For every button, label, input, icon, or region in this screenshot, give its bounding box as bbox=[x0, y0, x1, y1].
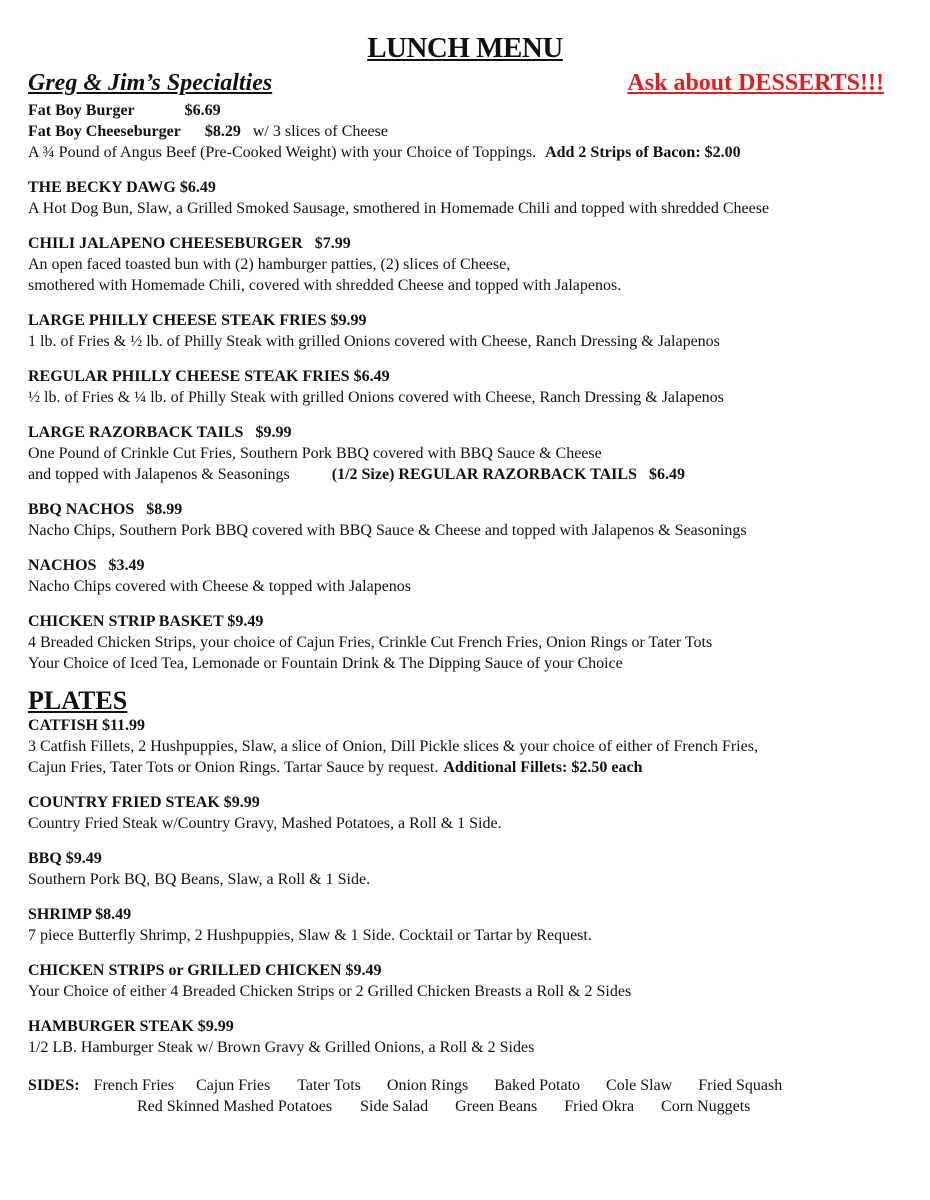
item-title: BBQ NACHOS $8.99 bbox=[28, 501, 183, 518]
side-item: Baked Potato bbox=[494, 1077, 581, 1094]
item-description: An open faced toasted bun with (2) hamburger patties, (2) slices of Cheese, bbox=[28, 256, 511, 273]
side-item: Side Salad bbox=[360, 1098, 429, 1115]
item-name: Fat Boy Burger bbox=[28, 102, 135, 119]
item-description: One Pound of Crinkle Cut Fries, Southern Pork BBQ covered with BBQ Sauce & Cheese bbox=[28, 445, 602, 462]
item-description: 4 Breaded Chicken Strips, your choice of Cajun Fries, Crinkle Cut French Fries, Onion Rings or Tater Tots bbox=[28, 634, 713, 651]
menu-item-chicken-strips-grilled bbox=[28, 960, 908, 1002]
side-item: Corn Nuggets bbox=[661, 1098, 751, 1115]
item-addon: Additional Fillets: $2.50 each bbox=[443, 759, 643, 776]
item-title: HAMBURGER STEAK $9.99 bbox=[28, 1018, 234, 1035]
desserts-note: Ask about DESSERTS!!! bbox=[627, 70, 884, 96]
item-name: Fat Boy Cheeseburger bbox=[28, 123, 181, 140]
item-title: LARGE PHILLY CHEESE STEAK FRIES $9.99 bbox=[28, 312, 367, 329]
item-title: CHICKEN STRIPS or GRILLED CHICKEN $9.49 bbox=[28, 962, 382, 979]
side-item: Onion Rings bbox=[386, 1077, 469, 1094]
side-item: Cajun Fries bbox=[196, 1077, 271, 1094]
item-title: LARGE RAZORBACK TAILS $9.99 bbox=[28, 424, 292, 441]
menu-item-hamburger-steak bbox=[28, 1016, 908, 1058]
item-description: Southern Pork BQ, BQ Beans, Slaw, a Roll & 1 Side. bbox=[28, 871, 371, 888]
side-item: French Fries bbox=[93, 1077, 175, 1094]
menu-title: LUNCH MENU bbox=[367, 32, 563, 64]
item-title: CATFISH $11.99 bbox=[28, 717, 146, 734]
item-description: Nacho Chips covered with Cheese & topped with Jalapenos bbox=[28, 578, 412, 595]
item-title: COUNTRY FRIED STEAK $9.99 bbox=[28, 794, 260, 811]
item-price: $8.29 bbox=[204, 123, 241, 140]
item-description: Your Choice of Iced Tea, Lemonade or Fountain Drink & The Dipping Sauce of your Choice bbox=[28, 655, 623, 672]
item-title: NACHOS $3.49 bbox=[28, 557, 145, 574]
item-description: 1 lb. of Fries & ½ lb. of Philly Steak with grilled Onions covered with Cheese, Ranch Dressing & Jalapenos bbox=[28, 333, 720, 350]
item-title: CHILI JALAPENO CHEESEBURGER $7.99 bbox=[28, 235, 351, 252]
sides-row bbox=[28, 1075, 908, 1096]
side-item: Cole Slaw bbox=[606, 1077, 673, 1094]
menu-content bbox=[28, 100, 908, 1072]
item-title: BBQ $9.49 bbox=[28, 850, 102, 867]
fat-boy-cheeseburger-line bbox=[28, 121, 908, 142]
menu-item-regular-philly bbox=[28, 366, 908, 408]
menu-item-bbq-nachos bbox=[28, 499, 908, 541]
menu-item-razorback-tails bbox=[28, 422, 908, 485]
item-description: smothered with Homemade Chili, covered with shredded Cheese and topped with Jalapenos. bbox=[28, 277, 622, 294]
header-row bbox=[28, 70, 884, 102]
item-description: A Hot Dog Bun, Slaw, a Grilled Smoked Sausage, smothered in Homemade Chili and topped with shredded Cheese bbox=[28, 200, 770, 217]
menu-item-nachos bbox=[28, 555, 908, 597]
item-title: SHRIMP $8.49 bbox=[28, 906, 132, 923]
side-item: Fried Okra bbox=[564, 1098, 635, 1115]
menu-item-catfish bbox=[28, 715, 908, 778]
menu-item-fat-boy bbox=[28, 100, 908, 163]
plates-heading: PLATES bbox=[28, 686, 128, 715]
item-addon: Add 2 Strips of Bacon: $2.00 bbox=[545, 144, 741, 161]
item-description: A ¾ Pound of Angus Beef (Pre-Cooked Weight) with your Choice of Toppings. Add 2 Strips of Bacon: $2.00 bbox=[28, 144, 741, 161]
regular-razorback-tails: (1/2 Size) REGULAR RAZORBACK TAILS $6.49 bbox=[331, 466, 685, 483]
menu-item-chili-jalapeno bbox=[28, 233, 908, 296]
item-description: Your Choice of either 4 Breaded Chicken Strips or 2 Grilled Chicken Breasts a Roll & 2 Sides bbox=[28, 983, 632, 1000]
side-item: Tater Tots bbox=[297, 1077, 361, 1094]
item-description: Nacho Chips, Southern Pork BBQ covered with BBQ Sauce & Cheese and topped with Jalapenos & Seasonings bbox=[28, 522, 747, 539]
item-description: 3 Catfish Fillets, 2 Hushpuppies, Slaw, a slice of Onion, Dill Pickle slices & your choice of either of French Fries, bbox=[28, 738, 758, 755]
item-description: ½ lb. of Fries & ¼ lb. of Philly Steak with grilled Onions covered with Cheese, Ranch Dressing & Jalapenos bbox=[28, 389, 724, 406]
item-description: 1/2 LB. Hamburger Steak w/ Brown Gravy & Grilled Onions, a Roll & 2 Sides bbox=[28, 1039, 535, 1056]
side-item: Fried Squash bbox=[698, 1077, 783, 1094]
menu-item-country-fried-steak bbox=[28, 792, 908, 834]
sides-section bbox=[28, 1075, 908, 1117]
item-title: THE BECKY DAWG $6.49 bbox=[28, 179, 216, 196]
menu-item-becky-dawg bbox=[28, 177, 908, 219]
menu-item-bbq bbox=[28, 848, 908, 890]
specialties-heading: Greg & Jim’s Specialties bbox=[28, 70, 273, 96]
sides-label: SIDES: bbox=[28, 1077, 80, 1094]
item-description: 7 piece Butterfly Shrimp, 2 Hushpuppies, Slaw & 1 Side. Cocktail or Tartar by Request. bbox=[28, 927, 592, 944]
item-price: $6.69 bbox=[184, 102, 221, 119]
item-description: Country Fried Steak w/Country Gravy, Mashed Potatoes, a Roll & 1 Side. bbox=[28, 815, 502, 832]
menu-item-shrimp bbox=[28, 904, 908, 946]
item-title: CHICKEN STRIP BASKET $9.49 bbox=[28, 613, 264, 630]
item-description: and topped with Jalapenos & Seasonings (1/2 Size) REGULAR RAZORBACK TAILS $6.49 bbox=[28, 466, 685, 483]
fat-boy-burger-line bbox=[28, 100, 908, 121]
item-title: REGULAR PHILLY CHEESE STEAK FRIES $6.49 bbox=[28, 368, 390, 385]
side-item: Red Skinned Mashed Potatoes bbox=[137, 1098, 333, 1115]
sides-row bbox=[28, 1096, 908, 1117]
item-description: Cajun Fries, Tater Tots or Onion Rings. Tartar Sauce by request. Additional Fillets: $2.50 each bbox=[28, 759, 643, 776]
menu-item-large-philly bbox=[28, 310, 908, 352]
side-item: Green Beans bbox=[455, 1098, 538, 1115]
menu-item-chicken-strip-basket bbox=[28, 611, 908, 674]
item-note: w/ 3 slices of Cheese bbox=[252, 123, 388, 140]
